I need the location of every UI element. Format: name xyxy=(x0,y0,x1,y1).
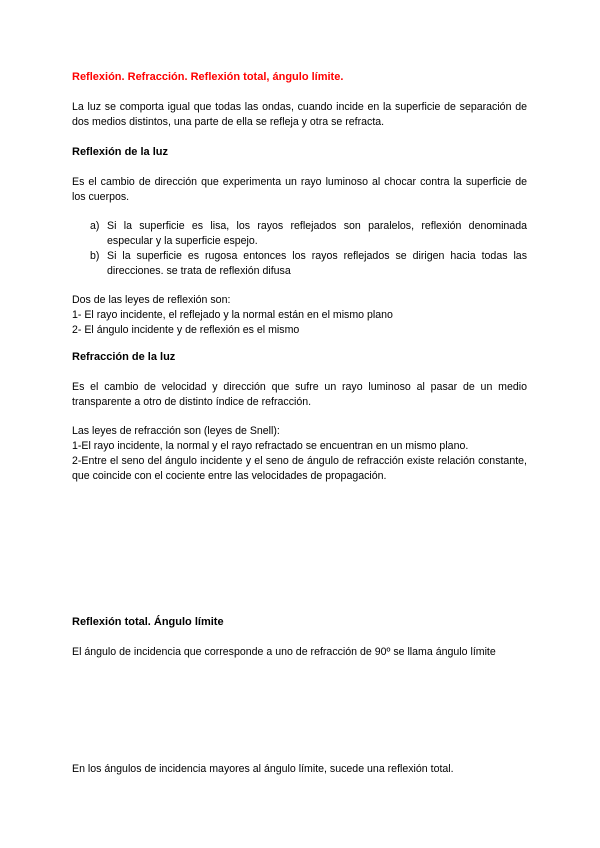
reflexion-law-1: 1- El rayo incidente, el reflejado y la normal están en el mismo plano xyxy=(72,309,393,321)
list-marker: a) xyxy=(90,220,100,232)
refraccion-laws-intro: Las leyes de refracción son (leyes de Snell): xyxy=(72,425,280,437)
intro-paragraph: La luz se comporta igual que todas las ondas, cuando incide en la superficie de separación de dos medios distintos, una parte de ella se refleja y otra se refracta. xyxy=(72,101,527,128)
refraccion-law-2: 2-Entre el seno del ángulo incidente y el seno de ángulo de refracción existe relación constante, que coincide con el cociente entre las velocidades de propagación. xyxy=(72,455,527,482)
list-item xyxy=(72,249,527,279)
list-item-text: Si la superficie es rugosa entonces los rayos reflejados se dirigen hacia todas las direcciones. se trata de reflexión difusa xyxy=(107,250,527,277)
reflexion-laws xyxy=(72,293,527,338)
total-heading: Reflexión total. Ángulo límite xyxy=(72,616,224,628)
total-conclusion: En los ángulos de incidencia mayores al ángulo límite, sucede una reflexión total. xyxy=(72,763,454,775)
reflexion-definition: Es el cambio de dirección que experimenta un rayo luminoso al chocar contra la superficie de los cuerpos. xyxy=(72,176,527,203)
reflexion-list xyxy=(72,219,527,279)
reflexion-heading: Reflexión de la luz xyxy=(72,146,168,158)
list-item-text: Si la superficie es lisa, los rayos reflejados son paralelos, reflexión denominada especular y la superficie espejo. xyxy=(107,220,527,247)
refraccion-definition: Es el cambio de velocidad y dirección que sufre un rayo luminoso al pasar de un medio transparente a otro de distinto índice de refracción. xyxy=(72,381,527,408)
refraccion-heading: Refracción de la luz xyxy=(72,351,176,363)
total-definition: El ángulo de incidencia que corresponde a uno de refracción de 90º se llama ángulo límite xyxy=(72,646,496,658)
refraccion-law-1: 1-El rayo incidente, la normal y el rayo refractado se encuentran en un mismo plano. xyxy=(72,440,469,452)
reflexion-laws-intro: Dos de las leyes de reflexión son: xyxy=(72,294,231,306)
refraccion-laws xyxy=(72,424,527,484)
list-marker: b) xyxy=(90,250,100,262)
reflexion-law-2: 2- El ángulo incidente y de reflexión es el mismo xyxy=(72,324,300,336)
document-title: Reflexión. Refracción. Reflexión total, ángulo límite. xyxy=(72,71,344,83)
list-item xyxy=(72,219,527,249)
